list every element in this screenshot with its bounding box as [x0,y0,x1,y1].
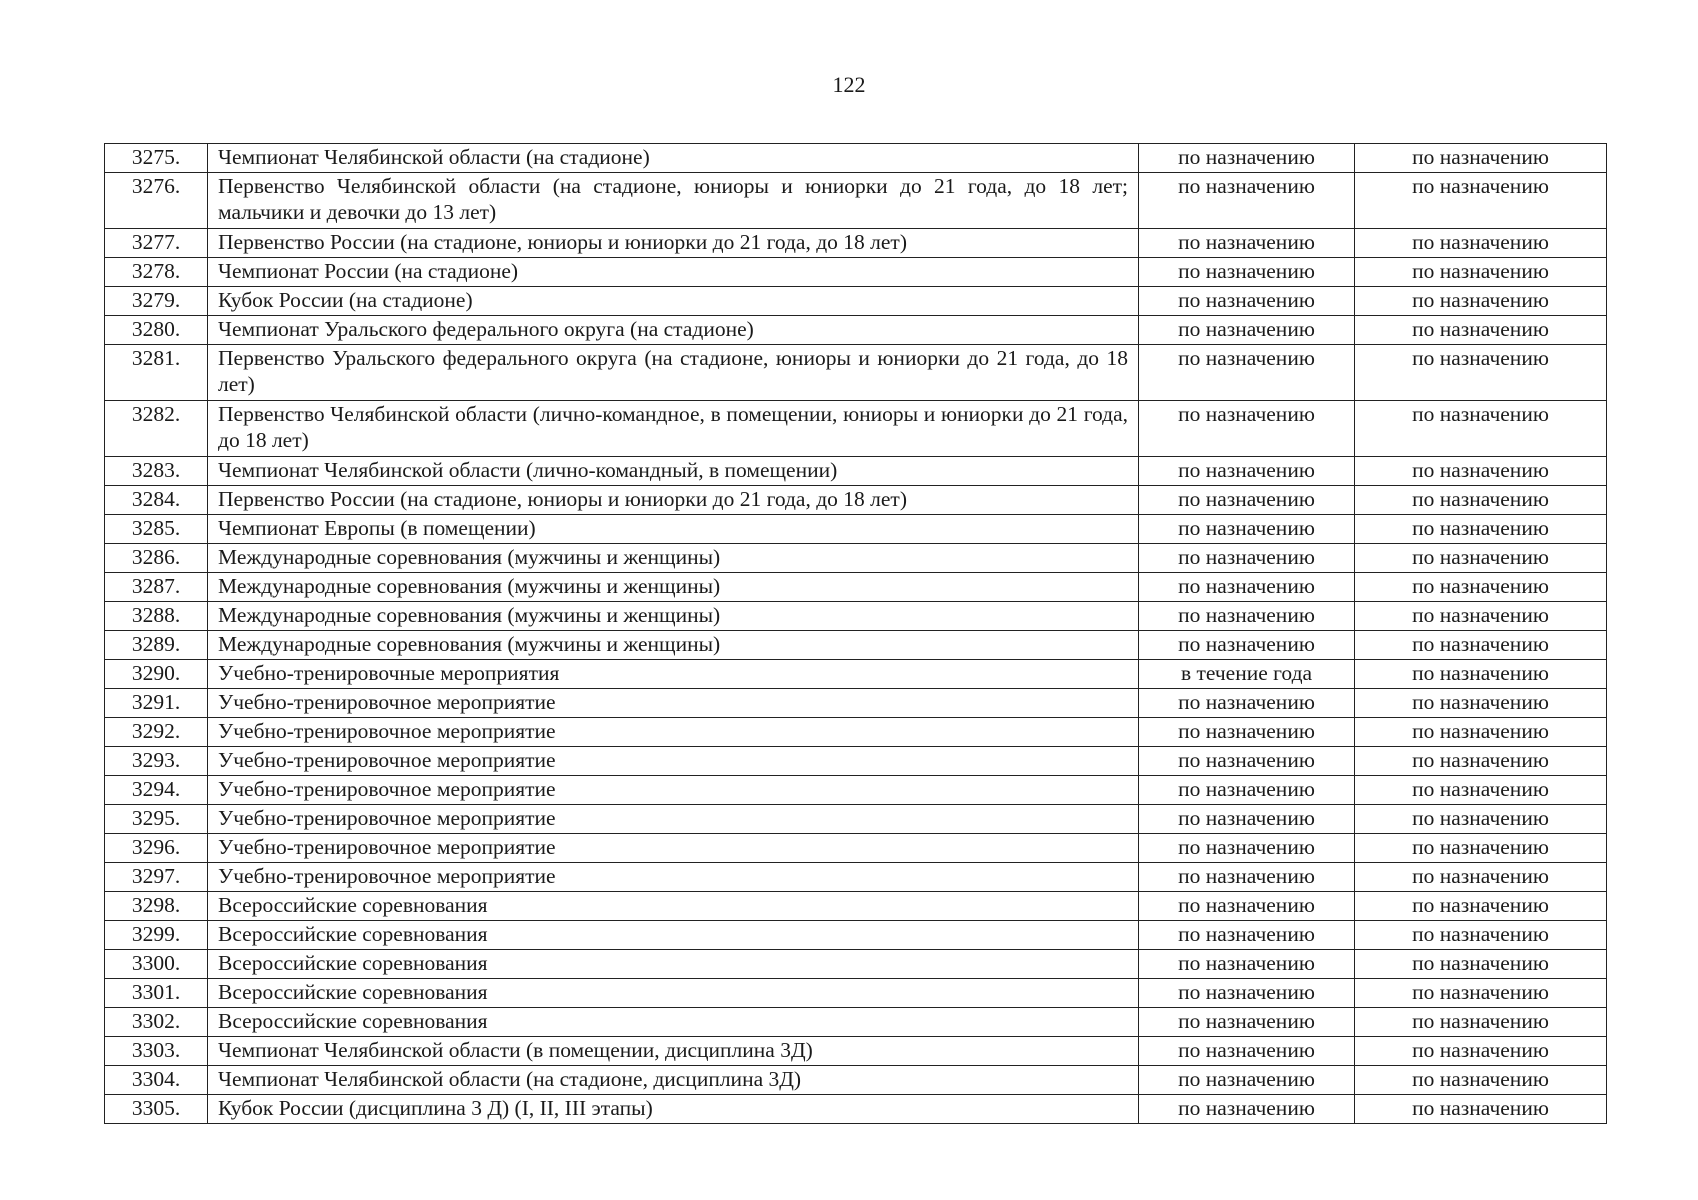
event-date: по назначению [1139,747,1355,776]
event-place: по назначению [1355,1008,1607,1037]
row-number: 3297. [105,863,208,892]
event-date: по назначению [1139,173,1355,229]
event-date: в течение года [1139,660,1355,689]
event-name: Чемпионат Уральского федерального округа (на стадионе) [208,316,1139,345]
table-row [105,486,1607,515]
event-name: Учебно-тренировочное мероприятие [208,863,1139,892]
table-row [105,457,1607,486]
table-row [105,805,1607,834]
event-place: по назначению [1355,718,1607,747]
row-number: 3296. [105,834,208,863]
event-date: по назначению [1139,544,1355,573]
event-name: Чемпионат Челябинской области (на стадионе, дисциплина 3Д) [208,1066,1139,1095]
event-name: Кубок России (на стадионе) [208,287,1139,316]
row-number: 3298. [105,892,208,921]
event-place: по назначению [1355,979,1607,1008]
table-row [105,631,1607,660]
event-date: по назначению [1139,573,1355,602]
event-name: Чемпионат Челябинской области (в помещении, дисциплина 3Д) [208,1037,1139,1066]
row-number: 3302. [105,1008,208,1037]
event-place: по назначению [1355,950,1607,979]
event-date: по назначению [1139,515,1355,544]
event-place: по назначению [1355,602,1607,631]
event-place: по назначению [1355,1066,1607,1095]
event-place: по назначению [1355,660,1607,689]
event-place: по назначению [1355,401,1607,457]
table-row [105,892,1607,921]
event-place: по назначению [1355,544,1607,573]
table-row [105,1095,1607,1124]
table-row [105,258,1607,287]
event-name: Первенство Челябинской области (на стадионе, юниоры и юниорки до 21 года, до 18 лет; мальчики и девочки до 13 лет) [208,173,1139,229]
event-date: по назначению [1139,258,1355,287]
event-name: Первенство Челябинской области (лично-командное, в помещении, юниоры и юниорки до 21 года, до 18 лет) [208,401,1139,457]
row-number: 3282. [105,401,208,457]
event-place: по назначению [1355,805,1607,834]
event-name: Международные соревнования (мужчины и женщины) [208,544,1139,573]
event-name: Учебно-тренировочное мероприятие [208,689,1139,718]
event-place: по назначению [1355,631,1607,660]
event-place: по назначению [1355,457,1607,486]
event-name: Всероссийские соревнования [208,921,1139,950]
table-row [105,921,1607,950]
event-date: по назначению [1139,602,1355,631]
row-number: 3305. [105,1095,208,1124]
row-number: 3292. [105,718,208,747]
event-name: Чемпионат Челябинской области (на стадионе) [208,144,1139,173]
row-number: 3285. [105,515,208,544]
table-row [105,345,1607,401]
event-name: Всероссийские соревнования [208,892,1139,921]
row-number: 3280. [105,316,208,345]
event-name: Всероссийские соревнования [208,979,1139,1008]
event-place: по назначению [1355,863,1607,892]
event-name: Чемпионат России (на стадионе) [208,258,1139,287]
event-place: по назначению [1355,834,1607,863]
row-number: 3290. [105,660,208,689]
row-number: 3295. [105,805,208,834]
event-date: по назначению [1139,921,1355,950]
event-place: по назначению [1355,747,1607,776]
table-row [105,573,1607,602]
event-name: Учебно-тренировочное мероприятие [208,718,1139,747]
row-number: 3275. [105,144,208,173]
event-name: Первенство Уральского федерального округа (на стадионе, юниоры и юниорки до 21 года, до 18 лет) [208,345,1139,401]
event-date: по назначению [1139,834,1355,863]
event-name: Учебно-тренировочное мероприятие [208,834,1139,863]
event-date: по назначению [1139,345,1355,401]
row-number: 3300. [105,950,208,979]
table-row [105,1066,1607,1095]
event-name: Учебно-тренировочные мероприятия [208,660,1139,689]
table-row [105,229,1607,258]
table-row [105,689,1607,718]
row-number: 3304. [105,1066,208,1095]
event-date: по назначению [1139,144,1355,173]
event-place: по назначению [1355,1095,1607,1124]
table-row [105,660,1607,689]
event-name: Всероссийские соревнования [208,950,1139,979]
event-date: по назначению [1139,892,1355,921]
event-place: по назначению [1355,1037,1607,1066]
event-place: по назначению [1355,173,1607,229]
event-date: по назначению [1139,457,1355,486]
row-number: 3288. [105,602,208,631]
event-place: по назначению [1355,573,1607,602]
row-number: 3283. [105,457,208,486]
table-row [105,863,1607,892]
event-name: Международные соревнования (мужчины и женщины) [208,631,1139,660]
event-place: по назначению [1355,689,1607,718]
row-number: 3301. [105,979,208,1008]
row-number: 3293. [105,747,208,776]
table-row [105,287,1607,316]
event-date: по назначению [1139,229,1355,258]
table-row [105,747,1607,776]
row-number: 3284. [105,486,208,515]
table-row [105,718,1607,747]
event-name: Международные соревнования (мужчины и женщины) [208,573,1139,602]
event-place: по назначению [1355,144,1607,173]
event-name: Первенство России (на стадионе, юниоры и юниорки до 21 года, до 18 лет) [208,229,1139,258]
event-name: Чемпионат Челябинской области (лично-командный, в помещении) [208,457,1139,486]
table-row [105,173,1607,229]
table-row [105,950,1607,979]
event-name: Учебно-тренировочное мероприятие [208,776,1139,805]
event-place: по назначению [1355,258,1607,287]
event-date: по назначению [1139,1095,1355,1124]
row-number: 3291. [105,689,208,718]
event-place: по назначению [1355,316,1607,345]
row-number: 3289. [105,631,208,660]
event-name: Кубок России (дисциплина 3 Д) (I, II, III этапы) [208,1095,1139,1124]
event-place: по назначению [1355,776,1607,805]
event-place: по назначению [1355,229,1607,258]
row-number: 3277. [105,229,208,258]
event-name: Учебно-тренировочное мероприятие [208,805,1139,834]
event-date: по назначению [1139,1037,1355,1066]
event-date: по назначению [1139,287,1355,316]
event-place: по назначению [1355,921,1607,950]
event-date: по назначению [1139,979,1355,1008]
table-row [105,144,1607,173]
row-number: 3279. [105,287,208,316]
event-date: по назначению [1139,718,1355,747]
row-number: 3281. [105,345,208,401]
event-place: по назначению [1355,486,1607,515]
event-name: Первенство России (на стадионе, юниоры и юниорки до 21 года, до 18 лет) [208,486,1139,515]
row-number: 3276. [105,173,208,229]
row-number: 3286. [105,544,208,573]
event-date: по назначению [1139,1008,1355,1037]
event-date: по назначению [1139,805,1355,834]
event-place: по назначению [1355,892,1607,921]
table-row [105,1037,1607,1066]
page-number: 122 [832,72,866,97]
event-date: по назначению [1139,401,1355,457]
event-date: по назначению [1139,689,1355,718]
table-row [105,979,1607,1008]
table-row [105,1008,1607,1037]
table-row [105,544,1607,573]
event-date: по назначению [1139,631,1355,660]
table-row [105,834,1607,863]
event-date: по назначению [1139,863,1355,892]
event-date: по назначению [1139,776,1355,805]
table-row [105,515,1607,544]
event-name: Учебно-тренировочное мероприятие [208,747,1139,776]
table-row [105,316,1607,345]
event-name: Всероссийские соревнования [208,1008,1139,1037]
row-number: 3294. [105,776,208,805]
event-date: по назначению [1139,486,1355,515]
event-place: по назначению [1355,287,1607,316]
row-number: 3278. [105,258,208,287]
event-date: по назначению [1139,316,1355,345]
event-place: по назначению [1355,515,1607,544]
row-number: 3287. [105,573,208,602]
table-row [105,401,1607,457]
events-table [104,143,1607,1124]
table-row [105,776,1607,805]
event-date: по назначению [1139,950,1355,979]
event-name: Чемпионат Европы (в помещении) [208,515,1139,544]
event-date: по назначению [1139,1066,1355,1095]
row-number: 3303. [105,1037,208,1066]
row-number: 3299. [105,921,208,950]
event-place: по назначению [1355,345,1607,401]
event-name: Международные соревнования (мужчины и женщины) [208,602,1139,631]
table-row [105,602,1607,631]
